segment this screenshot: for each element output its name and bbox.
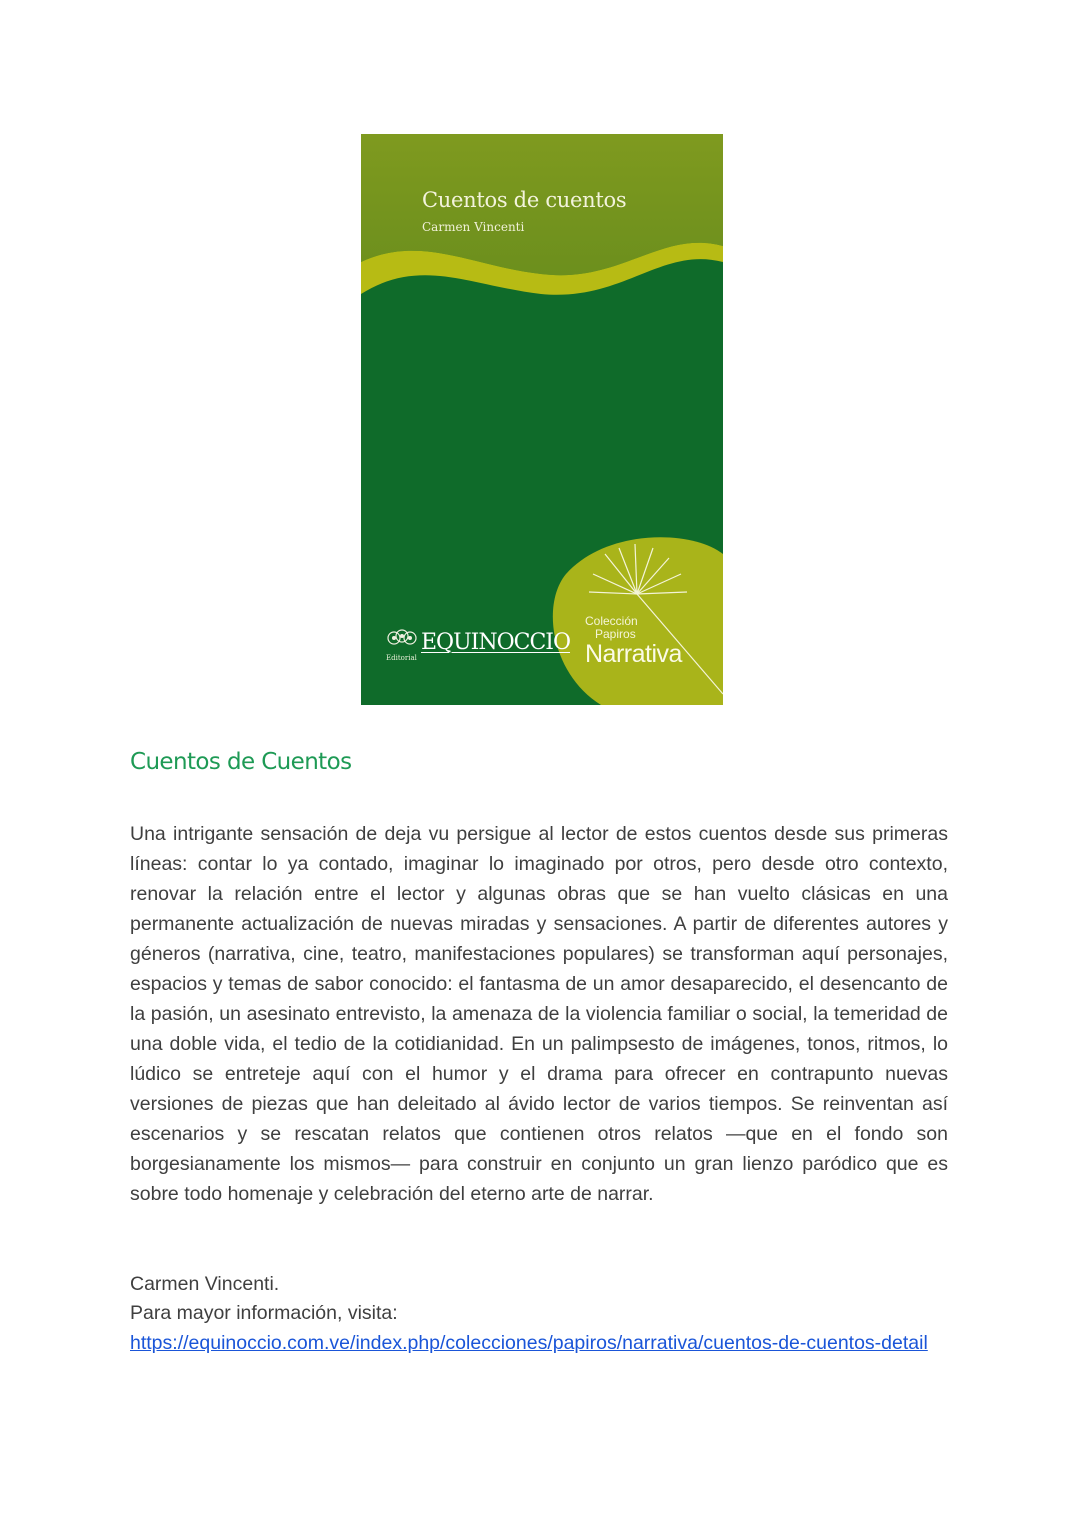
cover-title: Cuentos de cuentos [422, 188, 627, 212]
publisher-label: Editorial [386, 654, 417, 662]
cover-author: Carmen Vincenti [422, 220, 525, 234]
publisher-name: EQUINOCCIO [421, 630, 571, 655]
collection-series: Papiros [595, 627, 636, 641]
publisher-emblem-icon [385, 628, 419, 652]
author-signature: Carmen Vincenti. [130, 1273, 280, 1295]
book-description: Una intrigante sensación de deja vu persigue al lector de estos cuentos desde sus primeras líneas: contar lo ya contado, imaginar lo imaginado por otros, pero desde otro contexto, renovar la relación entre el lector y algunas obras que se han vuelto clásicas en una permanente actualización de nuevas miradas y sensaciones. A partir de diferentes autores y géneros (narrativa, cine, teatro, manifestaciones populares) se transforman aquí personajes, espacios y temas de sabor conocido: el fantasma de un amor desaparecido, el desencanto de la pasión, un asesinato entrevisto, la amenaza de la violencia familiar o social, la temeridad de una doble vida, el tedio de la cotidianidad. En un palimpsesto de imágenes, tonos, ritmos, lo lúdico se entreteje aquí con el humor y el drama para ofrecer en contrapunto nuevas versiones de piezas que han deleitado al ávido lector de varios tiempos. Se reinventan así escenarios y se rescatan relatos que contienen otros relatos —que en el fondo son borgesianamente los mismos— para construir en conjunto un gran lienzo paródico que es sobre todo homenaje y celebración del eterno arte de narrar. [130, 823, 948, 1205]
page-title: Cuentos de Cuentos [130, 749, 352, 775]
info-text: Para mayor información, visita: [130, 1302, 398, 1324]
book-cover [361, 134, 723, 705]
cover-artwork [361, 134, 723, 705]
collection-label: Colección [585, 614, 638, 628]
info-link[interactable]: https://equinoccio.com.ve/index.php/colecciones/papiros/narrativa/cuentos-de-cuentos-detail [130, 1332, 928, 1354]
publisher-logo [385, 628, 571, 668]
collection-name: Narrativa [585, 640, 682, 668]
